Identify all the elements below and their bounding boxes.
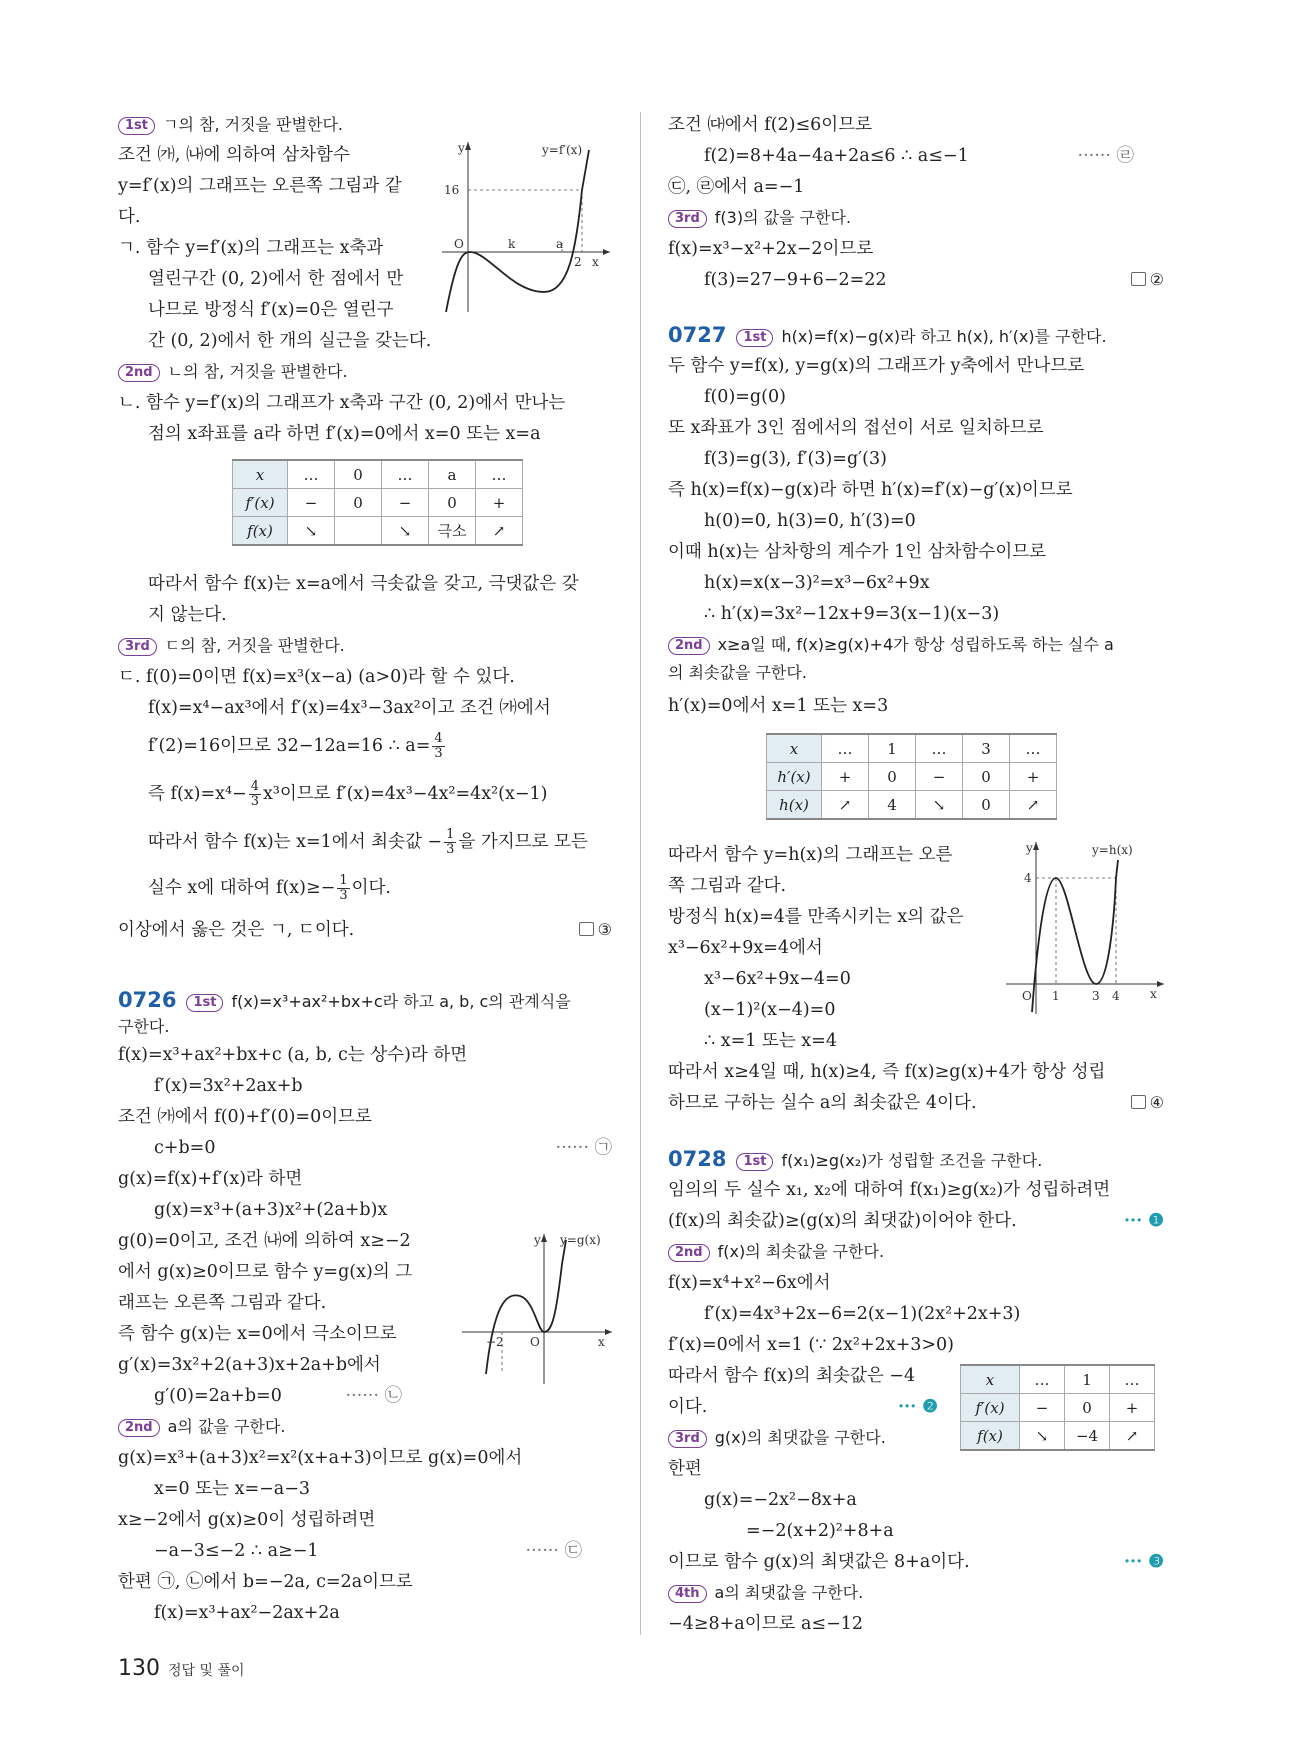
text-line: 방정식 h(x)=4를 만족시키는 x의 값은 [668,907,964,927]
table-cell: − [288,489,335,517]
table-cell: … [288,460,335,489]
step-badge: 2nd [118,364,160,382]
step-title-cont [668,660,1164,686]
table-cell: x [961,1365,1020,1394]
axis-label-x: x [592,255,599,269]
table-cell: h(x) [767,791,822,820]
text-line: 즉 함수 g(x)는 x=0에서 극소이므로 [118,1324,397,1344]
text-line: y=f′(x)의 그래프는 오른쪽 그림과 같 [118,176,402,196]
fraction [337,874,349,903]
table-cell: 1 [1065,1365,1110,1394]
text-line [118,874,612,903]
text-line: x=0 또는 x=−a−3 [154,1479,311,1499]
step-line [118,1414,612,1440]
text-line [668,267,1164,293]
text-line: 간 (0, 2)에서 한 개의 실근을 갖는다. [148,331,432,351]
step-title: g(x)의 최댓값을 구한다. [714,1428,886,1447]
table-cell: … [916,734,963,763]
text: (f(x)의 최솟값)≥(g(x)의 최댓값)이어야 한다. [668,1211,1017,1231]
text-line: 따라서 함수 y=h(x)의 그래프는 오른 [668,845,953,865]
text-line: 즉 h(x)=f(x)−g(x)라 하면 h′(x)=f′(x)−g′(x)이므로 [668,480,1073,500]
fraction [432,732,444,761]
table-cell: 4 [869,791,916,820]
text-line: (x−1)²(x−4)=0 [704,1000,836,1020]
tick-label-4x: 4 [1112,989,1120,1003]
problem-header [668,1146,1164,1174]
text-line: 조건 ㈎에서 f(0)+f′(0)=0이므로 [118,1107,372,1127]
axis-label-y: y [1026,842,1033,855]
table-cell: … [382,460,429,489]
text-line: f(0)=g(0) [704,387,786,407]
answer-icon [579,922,594,936]
text-line: 열린구간 (0, 2)에서 한 점에서 만 [148,269,404,289]
table-cell: 극소 [429,517,476,546]
table-cell: … [1020,1365,1065,1394]
step-marker: ··· ❸ [1123,1552,1164,1572]
step-badge: 1st [186,994,223,1012]
text-line: f(x)=x³−x²+2x−2이므로 [668,239,874,259]
text-line [668,1549,1164,1575]
step-title: a의 값을 구한다. [167,1417,286,1436]
graph-h [1006,842,1164,1014]
text-line: f(3)=g(3), f′(3)=g′(3) [704,449,887,469]
table-row [961,1365,1155,1394]
text-line: g(x)=x³+(a+3)x²+(2a+b)x [154,1200,388,1220]
curve-label: y=f′(x) [542,143,583,157]
text-line [668,143,1164,169]
table-cell: ↗ [1010,791,1057,820]
text-line: 다. [118,207,141,227]
step-badge: 1st [118,117,155,135]
text-line: 임의의 두 실수 x₁, x₂에 대하여 f(x₁)≥g(x₂)가 성립하려면 [668,1180,1111,1200]
variation-table-f [232,459,523,546]
answer-value: ② [1149,270,1164,289]
numerator: 1 [339,873,348,888]
denominator: 3 [446,842,455,857]
table-cell: x [233,460,288,489]
text-line: ㄷ. f(0)=0이면 f(x)=x³(x−a) (a>0)라 할 수 있다. [118,667,515,687]
text-line: g′(x)=3x²+2(a+3)x+2a+b에서 [118,1355,381,1375]
text: f(3)=27−9+6−2=22 [704,270,887,290]
table-cell: ↘ [1020,1422,1065,1451]
text-line [668,1208,1164,1234]
text-line: −4≥8+a이므로 a≤−12 [668,1614,863,1634]
step-line [668,632,1164,658]
text-line [118,732,612,761]
variation-table-h [766,733,1057,820]
column-divider [640,112,641,1635]
table-cell: 0 [869,763,916,791]
text-line: h(x)=x(x−3)²=x³−6x²+9x [704,573,930,593]
text-line: f′(x)=0에서 x=1 (∵ 2x²+2x+3>0) [668,1335,955,1355]
text-line [118,1383,612,1409]
table-row [767,763,1057,791]
table-row [767,791,1057,820]
table-cell: − [382,489,429,517]
text: 이상에서 옳은 것은 ㄱ, ㄷ이다. [118,920,355,940]
graph-fprime [442,142,610,312]
text-line: x³−6x²+9x=4에서 [668,938,823,958]
step-title-cont [118,1014,612,1040]
point-label-k: k [508,237,516,251]
answer [579,917,612,943]
table-cell: 0 [963,763,1010,791]
table-row [767,734,1057,763]
text-line [118,1135,612,1161]
text-line: x≥−2에서 g(x)≥0이 성립하려면 [118,1510,376,1530]
table-cell: a [429,460,476,489]
problem-number: 0728 [668,1147,727,1171]
table-cell: ↘ [288,517,335,546]
table-cell: + [822,763,869,791]
fraction [249,780,261,809]
text-line: ㄴ. 함수 y=f′(x)의 그래프가 x축과 구간 (0, 2)에서 만나는 [118,393,566,413]
numerator: 1 [446,827,455,842]
text-line: g(0)=0이고, 조건 ㈏에 의하여 x≥−2 [118,1231,411,1251]
tick-label-16: 16 [444,183,460,197]
table-cell: + [1010,763,1057,791]
text: 실수 x에 대하여 f(x)≥− [148,878,336,898]
step-title: 의 최솟값을 구한다. [668,663,807,682]
numerator: 4 [250,779,259,794]
text-line: g(x)=−2x²−8x+a [704,1490,857,1510]
table-cell: … [1010,734,1057,763]
text-line: f′(x)=4x³+2x−6=2(x−1)(2x²+2x+3) [704,1304,1021,1324]
table-cell: … [1110,1365,1155,1394]
answer-icon [1131,1095,1146,1109]
step-line [668,1580,1164,1606]
text: 즉 f(x)=x⁴− [148,784,247,804]
step-marker: ··· ❶ [1123,1211,1164,1231]
table-cell: 0 [335,460,382,489]
text-line: 쪽 그림과 같다. [668,876,787,896]
step-title: f(3)의 값을 구한다. [714,208,852,227]
text-line [118,1538,612,1564]
text-line [118,917,612,943]
equation-mark: ······ ㉢ [525,1541,582,1561]
text-line: 에서 g(x)≥0이므로 함수 y=g(x)의 그 [118,1262,413,1282]
page-number: 130 [118,1656,160,1681]
table-cell: 0 [1065,1394,1110,1422]
step-line [118,359,612,385]
text-line: =−2(x+2)²+8+a [746,1521,894,1541]
text: 따라서 함수 f(x)는 x=1에서 최솟값 − [148,832,443,852]
origin-label: O [1022,989,1032,1003]
answer-value: ④ [1149,1093,1164,1112]
text: f′(2)=16이므로 32−12a=16 ∴ a= [148,736,431,756]
text-line: 점의 x좌표를 a라 하면 f′(x)=0에서 x=0 또는 x=a [148,424,541,444]
page-footer [118,1656,245,1681]
curve-label: y=h(x) [1092,843,1133,857]
axis-label-y: y [458,142,465,155]
tick-label-3: 3 [1092,989,1100,1003]
text: 이므로 함수 g(x)의 최댓값은 8+a이다. [668,1552,970,1572]
point-label-a: a [556,237,564,251]
step-badge: 1st [736,1153,773,1171]
tick-label-2: 2 [574,255,582,269]
numerator: 4 [434,731,443,746]
table-row [961,1394,1155,1422]
table-cell: − [1020,1394,1065,1422]
text: g′(0)=2a+b=0 [154,1386,282,1406]
table-cell: … [476,460,523,489]
table-cell: 1 [869,734,916,763]
section-title: 정답 및 풀이 [168,1663,245,1679]
step-badge: 4th [668,1585,707,1603]
text-line: 또 x좌표가 3인 점에서의 접선이 서로 일치하므로 [668,418,1044,438]
table-cell: −4 [1065,1422,1110,1451]
step-badge: 3rd [668,210,707,228]
text: 이다. [351,878,391,898]
text-line: 두 함수 y=f(x), y=g(x)의 그래프가 y축에서 만나므로 [668,356,1085,376]
table-cell: … [822,734,869,763]
table-row [233,460,523,489]
answer-value: ③ [597,920,612,939]
equation-mark: ······ ㉡ [345,1386,402,1406]
step-badge: 2nd [118,1419,160,1437]
curve-label: y=g(x) [560,1234,601,1247]
text-line: f(x)=x³+ax²−2ax+2a [154,1603,340,1623]
text-line: 지 않는다. [148,605,227,625]
text-line: 한편 [668,1459,702,1479]
step-badge: 2nd [668,637,710,655]
answer-icon [1131,272,1146,286]
step-line [668,1425,1164,1451]
text-line [118,780,612,809]
text-line: x³−6x²+9x−4=0 [704,969,851,989]
step-line [118,112,612,138]
text-line: 한편 ㉠, ㉡에서 b=−2a, c=2a이므로 [118,1572,413,1592]
text-line: g(x)=f(x)+f′(x)라 하면 [118,1169,303,1189]
origin-label: O [530,1335,540,1349]
text-line: g(x)=x³+(a+3)x²=x²(x+a+3)이므로 g(x)=0에서 [118,1448,523,1468]
axis-label-y: y [534,1234,541,1247]
step-title: a의 최댓값을 구한다. [714,1583,864,1602]
table-cell: f′(x) [961,1394,1020,1422]
answer [1131,1090,1164,1116]
step-title: h(x)=f(x)−g(x)라 하고 h(x), h′(x)를 구한다. [781,327,1107,346]
step-badge: 3rd [668,1430,707,1448]
table-cell: ↗ [1110,1422,1155,1451]
text: −a−3≤−2 ∴ a≥−1 [154,1541,319,1561]
text-line: f(x)=x⁴+x²−6x에서 [668,1273,831,1293]
problem-header [118,987,612,1015]
text-line [118,828,612,857]
step-badge: 1st [736,329,773,347]
table-cell: f(x) [961,1422,1020,1451]
text-line: ㄱ. 함수 y=f′(x)의 그래프는 x축과 [118,238,384,258]
step-title: f(x₁)≥g(x₂)가 성립할 조건을 구한다. [781,1151,1043,1170]
step-line [668,1239,1164,1265]
text-line: h(0)=0, h(3)=0, h′(3)=0 [704,511,916,531]
tick-label-1: 1 [1052,989,1060,1003]
text: x³이므로 f′(x)=4x³−4x²=4x²(x−1) [262,784,548,804]
step-title: 구한다. [118,1017,170,1036]
text-line: f′(x)=3x²+2ax+b [154,1076,303,1096]
axis-label-x: x [1150,987,1157,1001]
step-title: x≥a일 때, f(x)≥g(x)+4가 항상 성립하도록 하는 실수 a [717,635,1114,654]
text: 을 가지므로 모든 [458,832,588,852]
text: c+b=0 [154,1138,216,1158]
step-title: ㄱ의 참, 거짓을 판별한다. [163,115,343,134]
text-line: 조건 ㈐에서 f(2)≤6이므로 [668,115,873,135]
table-cell: ↗ [476,517,523,546]
step-title: f(x)=x³+ax²+bx+c라 하고 a, b, c의 관계식을 [231,992,571,1011]
table-cell [335,517,382,546]
denominator: 3 [250,794,259,809]
table-cell: ↘ [916,791,963,820]
step-marker: ··· ❷ [897,1397,938,1417]
step-badge: 2nd [668,1244,710,1262]
table-cell: 0 [963,791,1010,820]
denominator: 3 [434,746,443,761]
text-line: ∴ x=1 또는 x=4 [704,1031,837,1051]
denominator: 3 [339,888,348,903]
equation-mark: ······ ㉠ [555,1138,612,1158]
table-cell: ↗ [822,791,869,820]
table-cell: 3 [963,734,1010,763]
origin-label: O [454,237,464,251]
text-line: ㉢, ㉣에서 a=−1 [668,177,805,197]
step-title: f(x)의 최솟값을 구한다. [717,1242,885,1261]
text-line: ∴ h′(x)=3x²−12x+9=3(x−1)(x−3) [704,604,1000,624]
text-line: h′(x)=0에서 x=1 또는 x=3 [668,696,889,716]
step-line [668,205,1164,231]
table-cell: − [916,763,963,791]
step-line [118,633,612,659]
table-cell: ↘ [382,517,429,546]
table-cell: + [476,489,523,517]
text-line: 따라서 함수 f(x)의 최솟값은 −4 [668,1366,916,1386]
fraction [444,828,456,857]
table-cell: + [1110,1394,1155,1422]
table-cell: h′(x) [767,763,822,791]
table-row [233,517,523,546]
axis-label-x: x [598,1335,605,1349]
step-badge: 3rd [118,638,157,656]
text-line: 이때 h(x)는 삼차항의 계수가 1인 삼차함수이므로 [668,542,1047,562]
text-line [668,1090,1164,1116]
text-line: 따라서 함수 f(x)는 x=a에서 극솟값을 갖고, 극댓값은 갖 [148,574,579,594]
problem-number: 0726 [118,988,177,1012]
problem-header [668,322,1164,350]
step-title: ㄷ의 참, 거짓을 판별한다. [164,636,345,655]
text-line: f(x)=x⁴−ax³에서 f′(x)=4x³−3ax²이고 조건 ㈎에서 [148,698,551,718]
table-cell: 0 [335,489,382,517]
step-title: ㄴ의 참, 거짓을 판별한다. [167,362,348,381]
text-line: f(x)=x³+ax²+bx+c (a, b, c는 상수)라 하면 [118,1045,468,1065]
text: 이다. [668,1397,708,1417]
table-cell: x [767,734,822,763]
text-line: 조건 ㈎, ㈏에 의하여 삼차함수 [118,145,350,165]
tick-label-4: 4 [1024,871,1032,885]
table-row [233,489,523,517]
text: 하므로 구하는 실수 a의 최솟값은 4이다. [668,1093,977,1113]
problem-number: 0727 [668,323,727,347]
text-line: 따라서 x≥4일 때, h(x)≥4, 즉 f(x)≥g(x)+4가 항상 성립 [668,1062,1106,1082]
table-cell: f′(x) [233,489,288,517]
table-cell: 0 [429,489,476,517]
graph-g [462,1234,612,1384]
tick-label-minus-2: −2 [486,1335,504,1349]
answer [1131,267,1164,293]
text: f(2)=8+4a−4a+2a≤6 ∴ a≤−1 [704,146,969,166]
equation-mark: ······ ㉣ [1077,146,1134,166]
text-line: 나므로 방정식 f′(x)=0은 열린구 [148,300,394,320]
table-cell: f(x) [233,517,288,546]
text-line: 래프는 오른쪽 그림과 같다. [118,1293,327,1313]
